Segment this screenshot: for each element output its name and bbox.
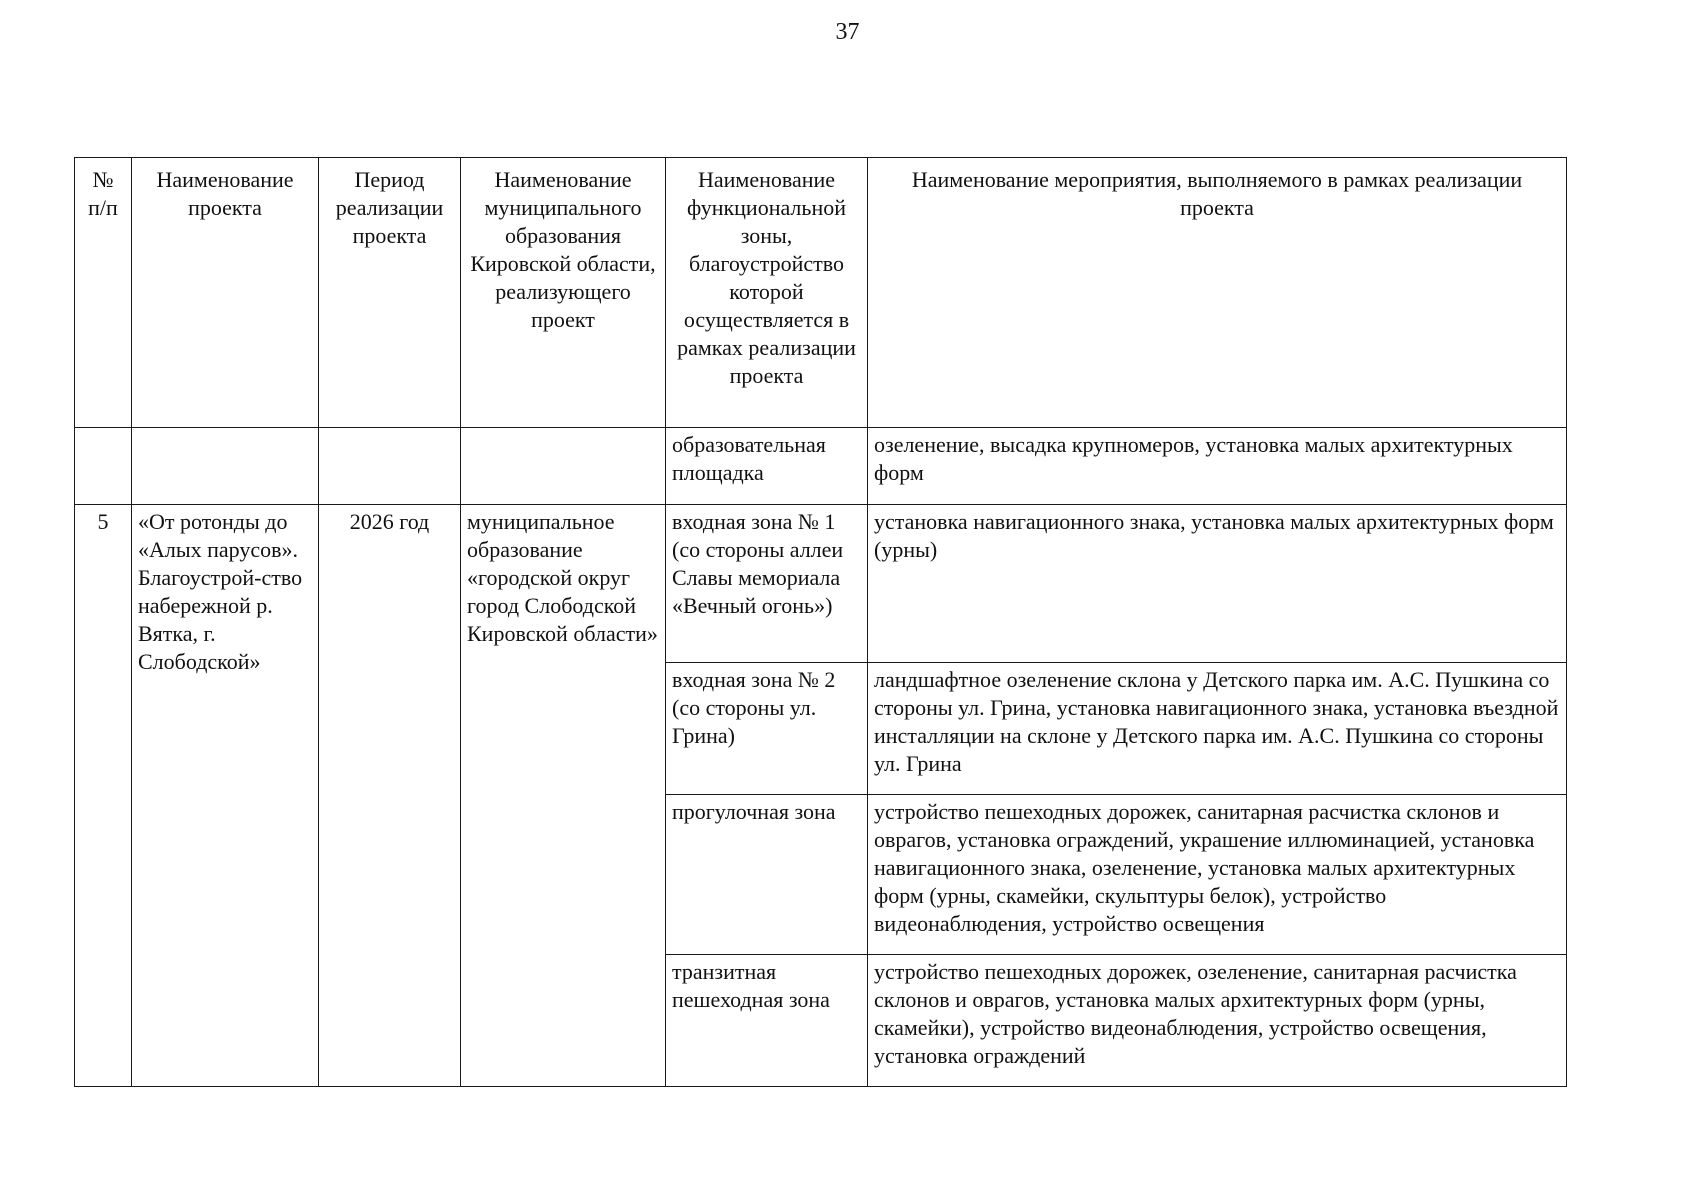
table-header-row: [75, 158, 1567, 428]
cell-project-num: 5: [75, 505, 132, 1087]
cell-period-empty: [319, 428, 461, 505]
header-num: № п/п: [75, 158, 132, 428]
cell-municipality-empty: [461, 428, 666, 505]
cell-num-empty: [75, 428, 132, 505]
cell-zone: входная зона № 2 (со стороны ул. Грина): [666, 663, 868, 795]
page-number: 37: [835, 19, 860, 45]
cell-project-period: 2026 год: [319, 505, 461, 1087]
projects-table: [74, 157, 1567, 1087]
cell-zone: транзитная пешеходная зона: [666, 955, 868, 1087]
header-period: Период реализации проекта: [319, 158, 461, 428]
cell-activity: установка навигационного знака, установка малых архитектурных форм (урны): [868, 505, 1567, 663]
header-zone: Наименование функциональной зоны, благоустройство которой осуществляется в рамках реализации проекта: [666, 158, 868, 428]
cell-project-municipality: муниципальное образование «городской округ город Слободской Кировской области»: [461, 505, 666, 1087]
cell-project-name-empty: [132, 428, 319, 505]
header-municipality: Наименование муниципального образования Кировской области, реализующего проект: [461, 158, 666, 428]
cell-zone: образовательная площадка: [666, 428, 868, 505]
table-row: [75, 505, 1567, 663]
table-row: [75, 428, 1567, 505]
cell-zone: входная зона № 1 (со стороны аллеи Славы мемориала «Вечный огонь»): [666, 505, 868, 663]
cell-activity: озеленение, высадка крупномеров, установка малых архитектурных форм: [868, 428, 1567, 505]
cell-zone: прогулочная зона: [666, 795, 868, 955]
header-project-name: Наименование проекта: [132, 158, 319, 428]
cell-activity: устройство пешеходных дорожек, озеленение, санитарная расчистка склонов и оврагов, установка малых архитектурных форм (урны, скамейки), устройство видеонаблюдения, устройство освещения, установка ограждений: [868, 955, 1567, 1087]
header-activity: Наименование мероприятия, выполняемого в рамках реализации проекта: [868, 158, 1567, 428]
cell-activity: устройство пешеходных дорожек, санитарная расчистка склонов и оврагов, установка ограждений, украшение иллюминацией, установка навигационного знака, озеленение, установка малых архитектурных форм (урны, скамейки, скульптуры белок), устройство видеонаблюдения, устройство освещения: [868, 795, 1567, 955]
cell-activity: ландшафтное озеленение склона у Детского парка им. А.С. Пушкина со стороны ул. Грина, установка навигационного знака, установка въездной инсталляции на склоне у Детского парка им. А.С. Пушкина со стороны ул. Грина: [868, 663, 1567, 795]
cell-project-name: «От ротонды до «Алых парусов». Благоустрой-ство набережной р. Вятка, г. Слободской»: [132, 505, 319, 1087]
